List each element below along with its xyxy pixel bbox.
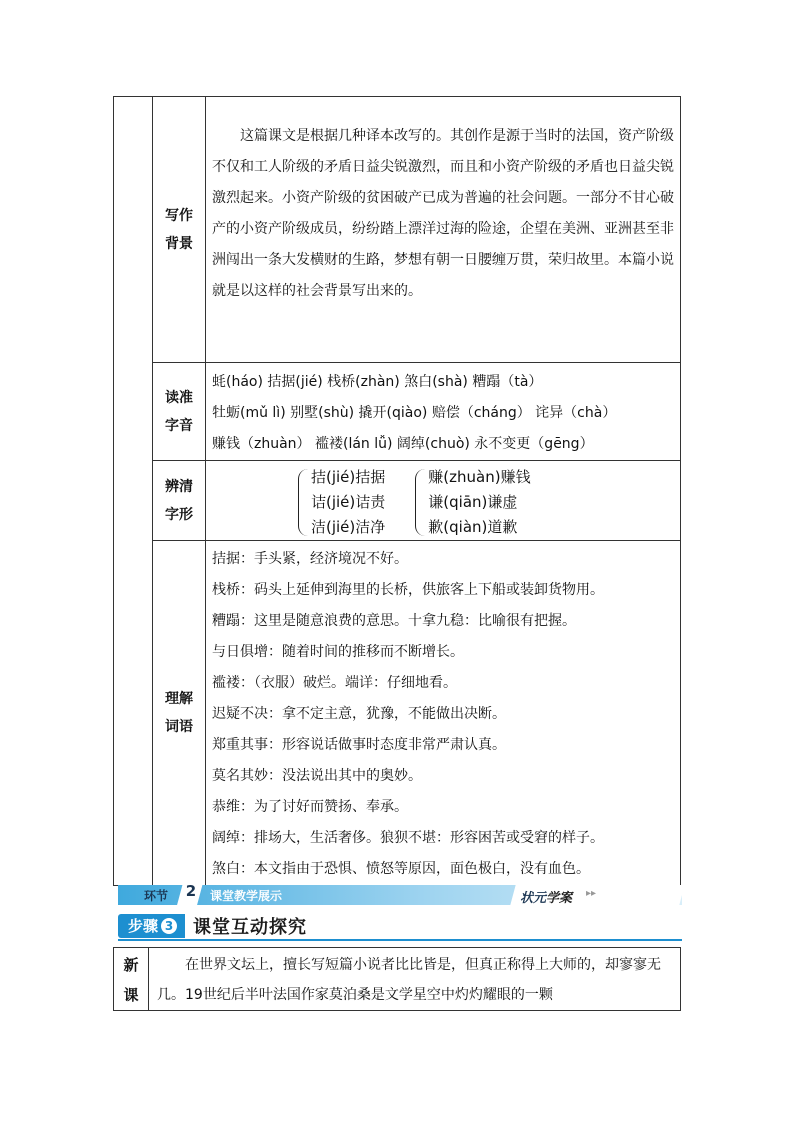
new-lesson-table: [113, 947, 681, 1011]
new-lesson-text: 在世界文坛上，擅长写短篇小说者比比皆是，但真正称得上大师的，却寥寥无几。19世纪后半叶法国作家莫泊桑是文学星空中灼灼耀眼的一颗: [157, 957, 661, 1003]
pronunciation-line: 赚钱（zhuàn） 褴褛(lán lǚ) 阔绰(chuò) 永不变更（gēng）: [212, 436, 594, 452]
vocab-item: 煞白：本文指由于恐惧、愤怒等原因，面色极白，没有血色。: [212, 861, 590, 877]
label-glyphs: 辨清 字形: [153, 461, 206, 541]
vocab-item: 与日俱增：随着时间的推移而不断增长。: [212, 644, 464, 660]
step-divider: [118, 939, 682, 941]
vocab-item: 郑重其事：形容说话做事时态度非常严肃认真。: [212, 737, 506, 753]
vocab-item: 恭维：为了讨好而赞扬、奉承。: [212, 799, 408, 815]
step-badge: 步骤 3: [118, 914, 185, 938]
new-lesson-content: [149, 948, 681, 1011]
vocab-item: 迟疑不决：拿不定主意，犹豫，不能做出决断。: [212, 706, 506, 722]
section-number: 2: [177, 882, 203, 906]
vocab-item: 糟蹋：这里是随意浪费的意思。十拿九稳：比喻很有把握。: [212, 613, 576, 629]
glyph-group-qian: 赚(zhuàn)赚钱 谦(qiān)谦虚 歉(qiàn)道歉: [415, 465, 530, 540]
blank-column: [114, 97, 153, 886]
label-pronunciation: 读准 字音: [153, 363, 206, 461]
vocab-item: 阔绰：排场大，生活奢侈。狼狈不堪：形容困苦或受窘的样子。: [212, 830, 604, 846]
brace-icon: [415, 469, 426, 536]
glyphs-content: [206, 461, 681, 541]
label-vocabulary: 理解 词语: [153, 541, 206, 886]
step-header: [118, 914, 307, 938]
section-prefix: 环节: [144, 889, 169, 903]
vocab-item: 褴褛：（衣服）破烂。端详：仔细地看。: [212, 675, 457, 691]
brace-icon: [298, 469, 309, 536]
label-writing-background: 写作 背景: [153, 97, 206, 363]
pronunciation-line: 蚝(háo) 拮据(jié) 栈桥(zhàn) 煞白(shà) 糟蹋（tà）: [212, 374, 543, 390]
vocab-item: 栈桥：码头上延伸到海里的长桥，供旅客上下船或装卸货物用。: [212, 582, 604, 598]
label-new-lesson: 新 课: [114, 948, 149, 1011]
double-arrow-icon: ▸▸: [586, 888, 597, 899]
brand-logo: 状元学案: [520, 891, 573, 906]
vocab-item: 莫名其妙：没法说出其中的奥妙。: [212, 768, 422, 784]
section-title: 课堂教学展示: [210, 889, 283, 903]
writing-background-text: 这篇课文是根据几种译本改写的。其创作是源于当时的法国，资产阶级不仅和工人阶级的矛盾日益尖锐激烈，而且和小资产阶级的矛盾也日益尖锐激烈起来。小资产阶级的贫困破产已成为普遍的社会问题。一部分不甘心破产的小资产阶级成员，纷纷踏上漂洋过海的险途，企望在美洲、亚洲甚至非洲闯出一条大发横财的生路，梦想有朝一日腰缠万贯，荣归故里。本篇小说就是以这样的社会背景写出来的。: [212, 128, 674, 299]
pronunciation-line: 牡蛎(mǔ lì) 别墅(shù) 撬开(qiào) 赔偿（cháng） 诧异（chà）: [212, 405, 617, 421]
section-band: [118, 882, 682, 906]
writing-background-content: [206, 97, 681, 363]
step-number: 3: [161, 918, 177, 934]
vocab-item: 拮据：手头紧，经济境况不好。: [212, 551, 408, 567]
pronunciation-content: [206, 363, 681, 461]
step-title: 课堂互动探究: [193, 917, 308, 938]
glyph-group-jie: 拮(jié)拮据 诘(jié)诘责 洁(jié)洁净: [298, 465, 385, 540]
vocabulary-content: [206, 541, 681, 886]
lesson-prep-table: [113, 96, 681, 886]
